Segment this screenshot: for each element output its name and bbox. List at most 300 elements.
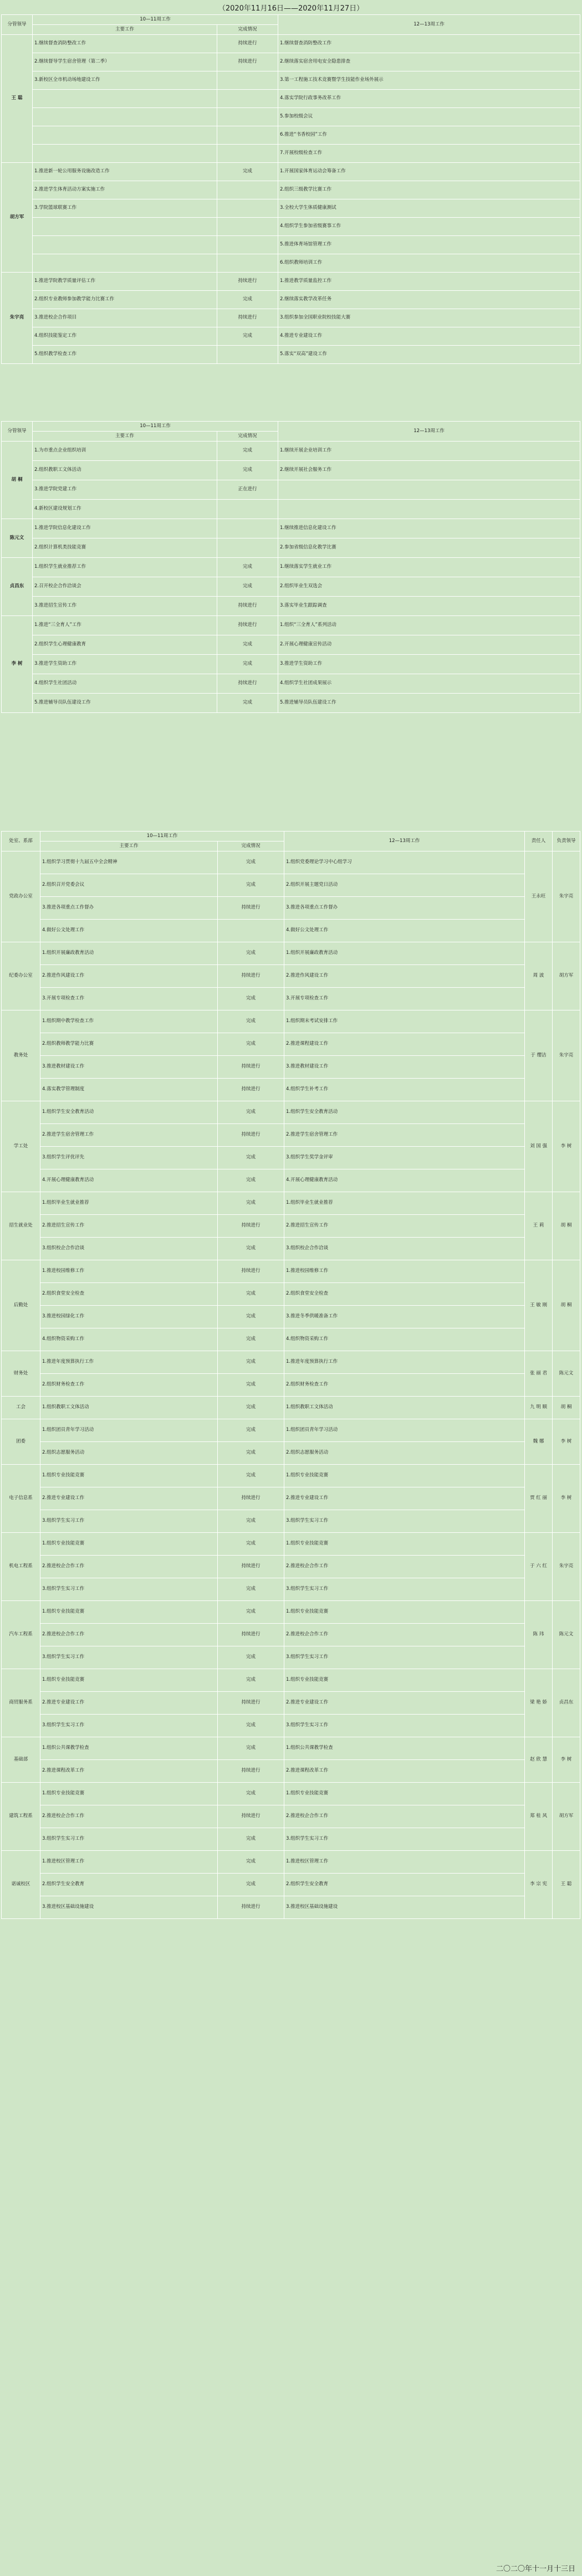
work-item-current: 5.组织教学检查工作	[33, 346, 217, 364]
work-item-current: 2.推进学生体育活动方案实施工作	[33, 181, 217, 199]
status-cell: 完成	[218, 1147, 284, 1169]
status-cell: 完成	[217, 442, 278, 461]
work-item-next: 4.落实学院行政事务改革工作	[278, 90, 580, 108]
status-cell: 持续进行	[218, 1692, 284, 1715]
status-cell: 完成	[218, 1033, 284, 1056]
responsible-leader: 贞昌东	[553, 1669, 580, 1737]
department-name: 商贸服务系	[2, 1669, 40, 1737]
work-item-current: 4.组织学生社团活动	[33, 674, 217, 694]
department-name: 财务处	[2, 1351, 40, 1397]
work-item-next: 1.组织公共课教学检查	[284, 1737, 525, 1760]
work-item-current: 2.组织召开党委会议	[40, 874, 218, 897]
department-name: 后勤处	[2, 1260, 40, 1351]
owner-name: 赵 欣 慧	[525, 1737, 553, 1783]
work-item-current: 2.组织教职工文体活动	[33, 461, 217, 480]
status-cell: 完成	[218, 1397, 284, 1419]
status-cell: 持续进行	[218, 1215, 284, 1238]
table-row	[2, 1805, 580, 1828]
work-item-current: 3.学院篮球联赛工作	[33, 199, 217, 218]
table-row	[2, 1851, 580, 1874]
status-cell: 完成	[217, 327, 278, 346]
col-header-leader: 分管领导	[2, 15, 33, 35]
work-item-next: 5.推进体育场馆管理工作	[278, 236, 580, 254]
work-item-current: 1.推进校园维修工作	[40, 1260, 218, 1283]
work-item-next: 2.参加省级信息化教学比赛	[278, 538, 580, 558]
status-cell: 完成	[218, 1578, 284, 1601]
work-item-current: 5.推进辅导员队伍建设工作	[33, 694, 217, 713]
status-cell	[217, 538, 278, 558]
work-item-next: 4.组织学生补考工作	[284, 1079, 525, 1101]
work-item-next: 1.组织“三全育人”系列活动	[278, 616, 580, 635]
owner-name: 王永旺	[525, 851, 553, 942]
table-row	[2, 1646, 580, 1669]
department-name: 基础部	[2, 1737, 40, 1783]
status-cell: 持续进行	[218, 897, 284, 920]
table-row	[2, 1260, 580, 1283]
work-item-next: 4.推进专业建设工作	[278, 327, 580, 346]
work-item-next: 3.组织学生实习工作	[284, 1828, 525, 1851]
department-name: 机电工程系	[2, 1533, 40, 1601]
report-date: 二〇二〇年十一月十三日	[496, 2565, 575, 2573]
work-item-current: 3.组织学生实习工作	[40, 1828, 218, 1851]
table-row	[2, 254, 580, 273]
table-row	[2, 1397, 580, 1419]
responsible-leader: 胡方军	[553, 1783, 580, 1851]
table-row	[2, 1601, 580, 1624]
owner-name: 郑 桂 风	[525, 1783, 553, 1851]
col-header-period2: 12—13周工作	[278, 15, 580, 35]
work-item-next: 2.继续落实教学改革任务	[278, 291, 580, 309]
status-cell: 持续进行	[218, 1896, 284, 1919]
work-item-next: 6.组织教师培训工作	[278, 254, 580, 273]
col-header-status: 完成情况	[217, 25, 278, 35]
work-item-next: 7.开展校级检查工作	[278, 145, 580, 163]
status-cell	[217, 218, 278, 236]
table-row	[2, 1192, 580, 1215]
work-item-current: 2.组织计算机类技能竞赛	[33, 538, 217, 558]
work-item-current: 1.组织学生安全教育活动	[40, 1101, 218, 1124]
work-item-next: 2.组织三级教学比赛工作	[278, 181, 580, 199]
work-item-next: 5.参加校级会议	[278, 108, 580, 126]
work-item-current	[33, 218, 217, 236]
work-item-next: 2.继续落实宿舍用电安全隐患排查	[278, 53, 580, 71]
work-item-next: 4.组织学生参加省级赛事工作	[278, 218, 580, 236]
department-name: 团委	[2, 1419, 40, 1465]
status-cell: 持续进行	[218, 1487, 284, 1510]
work-item-next: 1.组织党委理论学习中心组学习	[284, 851, 525, 874]
status-cell: 完成	[217, 655, 278, 674]
status-cell: 完成	[217, 291, 278, 309]
leader-name: 王 聪	[2, 35, 33, 163]
owner-name: 于 六 红	[525, 1533, 553, 1601]
work-item-current: 2.推进专业建设工作	[40, 1692, 218, 1715]
work-item-current: 2.组织财务检查工作	[40, 1374, 218, 1397]
col-header-period2: 12—13周工作	[278, 422, 580, 442]
work-item-next: 6.推进“书香校园”工作	[278, 126, 580, 145]
work-item-current: 1.组织毕业生就业推荐	[40, 1192, 218, 1215]
table-row	[2, 163, 580, 181]
work-item-next: 3.组织学生奖学金评审	[284, 1147, 525, 1169]
table-row	[2, 1374, 580, 1397]
status-cell: 完成	[218, 988, 284, 1010]
status-cell	[217, 90, 278, 108]
table-row	[2, 558, 580, 577]
table-row	[2, 1510, 580, 1533]
status-cell: 完成	[218, 1238, 284, 1260]
work-item-current	[33, 108, 217, 126]
responsible-leader: 朱宇亮	[553, 851, 580, 942]
work-item-current: 3.推进校园绿化工作	[40, 1306, 218, 1328]
work-item-next: 1.组织专业技能竞赛	[284, 1533, 525, 1556]
table-row	[2, 851, 580, 874]
work-item-current: 3.组织学生实习工作	[40, 1578, 218, 1601]
department-name: 电子信息系	[2, 1465, 40, 1533]
work-item-next: 1.组织专业技能竞赛	[284, 1601, 525, 1624]
table-row	[2, 1283, 580, 1306]
status-cell: 完成	[218, 1715, 284, 1737]
table-row	[2, 538, 580, 558]
leader-name: 李 树	[2, 616, 33, 713]
owner-name: 王 敏 刚	[525, 1260, 553, 1351]
work-item-current: 4.组织技能鉴定工作	[33, 327, 217, 346]
work-item-current: 1.组织教职工文体活动	[40, 1397, 218, 1419]
table-row	[2, 1419, 580, 1442]
department-name: 教务处	[2, 1010, 40, 1101]
work-item-next: 5.推进辅导员队伍建设工作	[278, 694, 580, 713]
table-row	[2, 1351, 580, 1374]
status-cell: 完成	[218, 1601, 284, 1624]
responsible-leader: 王 聪	[553, 1851, 580, 1919]
status-cell: 持续进行	[218, 1079, 284, 1101]
work-item-next: 1.组织开展廉政教育活动	[284, 942, 525, 965]
status-cell: 完成	[218, 1533, 284, 1556]
table-row	[2, 327, 580, 346]
work-item-current: 3.推进校区基础设施建设	[40, 1896, 218, 1919]
col-header-owner: 责任人	[525, 832, 553, 851]
table-row	[2, 1556, 580, 1578]
status-cell: 完成	[218, 1442, 284, 1465]
table-row	[2, 597, 580, 616]
work-item-current: 2.组织学生心理健康教育	[33, 635, 217, 655]
col-header-period1: 10—11周工作	[40, 832, 284, 841]
table-row	[2, 35, 580, 53]
table-row	[2, 1578, 580, 1601]
department-name: 纪委办公室	[2, 942, 40, 1010]
work-item-current	[33, 254, 217, 273]
status-cell: 完成	[217, 558, 278, 577]
col-header-main-work: 主要工作	[40, 841, 218, 851]
table-row	[2, 1238, 580, 1260]
department-name: 诺诚校区	[2, 1851, 40, 1919]
department-name: 建筑工程系	[2, 1783, 40, 1851]
work-item-next: 1.继续落实学生就业工作	[278, 558, 580, 577]
owner-name: 梁 艳 娇	[525, 1669, 553, 1737]
table-row	[2, 309, 580, 327]
work-item-current: 3.推进各项重点工作督办	[40, 897, 218, 920]
owner-name: 九 明 顺	[525, 1397, 553, 1419]
work-item-current: 3.新校区全市机动场地建设工作	[33, 71, 217, 90]
table-row	[2, 236, 580, 254]
work-item-current: 3.组织学生评优评先	[40, 1147, 218, 1169]
status-cell: 持续进行	[217, 35, 278, 53]
work-item-current	[33, 145, 217, 163]
table-row	[2, 1874, 580, 1896]
table-row	[2, 181, 580, 199]
col-header-main-work: 主要工作	[33, 25, 217, 35]
status-cell: 完成	[218, 851, 284, 874]
department-name: 汽车工程系	[2, 1601, 40, 1669]
table-row	[2, 126, 580, 145]
table-row	[2, 655, 580, 674]
work-item-next: 3.落实毕业生跟踪调查	[278, 597, 580, 616]
responsible-leader: 胡 桐	[553, 1192, 580, 1260]
status-cell: 持续进行	[218, 1260, 284, 1283]
status-cell: 完成	[218, 1737, 284, 1760]
table-row	[2, 90, 580, 108]
work-item-next: 2.组织开展主题党日活动	[284, 874, 525, 897]
table-row	[2, 108, 580, 126]
work-item-current: 1.为市重点企业组织培训	[33, 442, 217, 461]
status-cell	[217, 519, 278, 538]
work-item-current: 1.组织公共课教学检查	[40, 1737, 218, 1760]
work-item-current: 3.组织校企合作洽谈	[40, 1238, 218, 1260]
table-row	[2, 1056, 580, 1079]
leader-name: 朱宇亮	[2, 273, 33, 364]
status-cell: 完成	[218, 1783, 284, 1805]
table-row	[2, 1328, 580, 1351]
table-row	[2, 199, 580, 218]
work-item-current: 2.组织志愿服务活动	[40, 1442, 218, 1465]
status-cell	[217, 346, 278, 364]
work-item-current	[33, 90, 217, 108]
status-cell: 完成	[217, 635, 278, 655]
table-row	[2, 1669, 580, 1692]
work-item-next: 3.组织学生实习工作	[284, 1646, 525, 1669]
work-item-next: 1.组织专业技能竞赛	[284, 1465, 525, 1487]
status-cell: 持续进行	[218, 1624, 284, 1646]
status-cell: 持续进行	[217, 53, 278, 71]
work-item-current: 2.组织专业教师参加教学能力比赛工作	[33, 291, 217, 309]
col-header-status: 完成情况	[218, 841, 284, 851]
table-row	[2, 1101, 580, 1124]
status-cell: 完成	[217, 694, 278, 713]
status-cell: 完成	[217, 163, 278, 181]
status-cell: 完成	[218, 1646, 284, 1669]
work-item-next: 1.组织专业技能竞赛	[284, 1669, 525, 1692]
status-cell: 完成	[218, 1328, 284, 1351]
col-header-leader: 分管领导	[2, 422, 33, 442]
status-cell	[217, 126, 278, 145]
status-cell: 完成	[218, 1283, 284, 1306]
table-row	[2, 500, 580, 519]
work-item-current: 1.组织专业技能竞赛	[40, 1465, 218, 1487]
work-item-next: 4.组织学生社团成果展示	[278, 674, 580, 694]
work-item-next: 1.继续开展企业培训工作	[278, 442, 580, 461]
table-row	[2, 1737, 580, 1760]
status-cell	[217, 71, 278, 90]
work-item-next: 3.组织学生实习工作	[284, 1715, 525, 1737]
work-item-next: 3.开展专项检查工作	[284, 988, 525, 1010]
work-item-next: 2.组织学生安全教育	[284, 1874, 525, 1896]
status-cell: 完成	[218, 1010, 284, 1033]
work-item-current: 3.推进教材建设工作	[40, 1056, 218, 1079]
table-row	[2, 1124, 580, 1147]
table-row	[2, 897, 580, 920]
work-item-next	[278, 480, 580, 500]
work-item-next: 1.继续推进信息化建设工作	[278, 519, 580, 538]
col-header-period1: 10—11周工作	[33, 15, 278, 25]
status-cell: 完成	[218, 1465, 284, 1487]
work-item-current: 4.组织物资采购工作	[40, 1328, 218, 1351]
department-name: 学工处	[2, 1101, 40, 1192]
status-cell	[218, 920, 284, 942]
work-item-next: 3.组织校企合作洽谈	[284, 1238, 525, 1260]
work-item-next: 2.组织财务检查工作	[284, 1374, 525, 1397]
work-item-current: 2.组织学生安全教育	[40, 1874, 218, 1896]
work-item-current: 3.推进学生资助工作	[33, 655, 217, 674]
table-row	[2, 71, 580, 90]
responsible-leader: 胡方军	[553, 942, 580, 1010]
work-item-next: 2.推进课程改革工作	[284, 1760, 525, 1783]
work-item-next: 1.组织团员青年学习活动	[284, 1419, 525, 1442]
status-cell: 持续进行	[217, 273, 278, 291]
status-cell: 完成	[218, 1101, 284, 1124]
table-row	[2, 694, 580, 713]
table-row	[2, 635, 580, 655]
work-item-next: 2.推进学生宿舍管理工作	[284, 1124, 525, 1147]
work-item-current: 2.推进校企合作工作	[40, 1556, 218, 1578]
status-cell: 完成	[218, 1828, 284, 1851]
work-item-current	[33, 236, 217, 254]
work-item-current: 2.推进作风建设工作	[40, 965, 218, 988]
table-row	[2, 1783, 580, 1805]
table-row	[2, 577, 580, 597]
table-row	[2, 674, 580, 694]
work-item-next: 2.推进招生宣传工作	[284, 1215, 525, 1238]
status-cell: 持续进行	[218, 965, 284, 988]
work-item-next: 2.组织毕业生双选会	[278, 577, 580, 597]
work-item-current: 1.组织开展廉政教育活动	[40, 942, 218, 965]
col-header-office: 处室、系部	[2, 832, 40, 851]
work-item-next: 1.组织教职工文体活动	[284, 1397, 525, 1419]
responsible-leader: 李 树	[553, 1737, 580, 1783]
table-row	[2, 1692, 580, 1715]
table-row	[2, 218, 580, 236]
work-item-current: 1.推进学院教学质量评估工作	[33, 273, 217, 291]
work-item-current: 4.新校区建设规划工作	[33, 500, 217, 519]
status-cell	[217, 181, 278, 199]
table-row	[2, 616, 580, 635]
col-header-main-work: 主要工作	[33, 432, 217, 442]
table-row	[2, 942, 580, 965]
table-row	[2, 874, 580, 897]
work-item-next: 1.组织期末考试安排工作	[284, 1010, 525, 1033]
work-item-next: 3.推进各项重点工作督办	[284, 897, 525, 920]
work-item-current: 4.做好公文处理工作	[40, 920, 218, 942]
status-cell: 持续进行	[217, 309, 278, 327]
responsible-leader: 朱宇亮	[553, 1533, 580, 1601]
work-item-current: 3.推进招生宣传工作	[33, 597, 217, 616]
work-item-current: 1.组织学生就业推荐工作	[33, 558, 217, 577]
work-item-current: 1.推进学院信息化建设工作	[33, 519, 217, 538]
table-row	[2, 1033, 580, 1056]
work-item-current: 4.落实教学管理制度	[40, 1079, 218, 1101]
department-name: 招生就业处	[2, 1192, 40, 1260]
status-cell: 持续进行	[218, 1124, 284, 1147]
table-row	[2, 1306, 580, 1328]
department-work-table	[1, 831, 580, 1919]
work-item-next: 2.推进专业建设工作	[284, 1487, 525, 1510]
responsible-leader: 朱宇亮	[553, 1010, 580, 1101]
status-cell: 持续进行	[217, 616, 278, 635]
work-item-current: 1.组织专业技能竞赛	[40, 1783, 218, 1805]
table-row	[2, 461, 580, 480]
responsible-leader: 陈元文	[553, 1601, 580, 1669]
work-item-next: 2.组织志愿服务活动	[284, 1442, 525, 1465]
status-cell: 完成	[218, 1669, 284, 1692]
work-item-current: 1.组织专业技能竞赛	[40, 1601, 218, 1624]
status-cell: 持续进行	[218, 1760, 284, 1783]
table-row	[2, 965, 580, 988]
work-item-next: 3.第一工程施工技术竞赛暨学生技能作业场外展示	[278, 71, 580, 90]
work-item-current: 2.推进校企合作工作	[40, 1805, 218, 1828]
work-item-next: 1.推进年度预算执行工作	[284, 1351, 525, 1374]
status-cell: 正在进行	[217, 480, 278, 500]
table-row	[2, 1169, 580, 1192]
work-item-current: 1.推进年度预算执行工作	[40, 1351, 218, 1374]
leader-name: 胡方军	[2, 163, 33, 273]
table-row	[2, 442, 580, 461]
work-item-next: 5.落实“双高”建设工作	[278, 346, 580, 364]
table-row	[2, 291, 580, 309]
status-cell: 完成	[218, 1851, 284, 1874]
status-cell: 完成	[218, 1510, 284, 1533]
table-row	[2, 1828, 580, 1851]
work-item-next: 1.推进校园维修工作	[284, 1260, 525, 1283]
status-cell: 完成	[217, 461, 278, 480]
work-item-next: 4.开展心理健康教育活动	[284, 1169, 525, 1192]
work-item-next: 1.开展国家体育运动会筹备工作	[278, 163, 580, 181]
leader-name: 胡 桐	[2, 442, 33, 519]
work-item-next	[278, 500, 580, 519]
work-item-current: 1.推进校区管理工作	[40, 1851, 218, 1874]
work-item-next: 1.组织毕业生就业推荐	[284, 1192, 525, 1215]
col-header-leader: 负责领导	[553, 832, 580, 851]
work-item-current: 2.组织食堂安全检查	[40, 1283, 218, 1306]
status-cell: 完成	[218, 1192, 284, 1215]
table-row	[2, 519, 580, 538]
status-cell	[217, 236, 278, 254]
table-row	[2, 346, 580, 364]
work-item-next: 3.推进教材建设工作	[284, 1056, 525, 1079]
status-cell	[217, 199, 278, 218]
status-cell: 持续进行	[218, 1556, 284, 1578]
work-item-current: 2.推进课程改革工作	[40, 1760, 218, 1783]
col-header-status: 完成情况	[217, 432, 278, 442]
department-name: 党政办公室	[2, 851, 40, 942]
owner-name: 李 宗 宪	[525, 1851, 553, 1919]
work-item-next: 2.推进专业建设工作	[284, 1692, 525, 1715]
work-item-next: 4.组织物资采购工作	[284, 1328, 525, 1351]
work-item-next: 2.推进校企合作工作	[284, 1624, 525, 1646]
table-row	[2, 1215, 580, 1238]
work-item-next: 3.组织参加全国职业院校技能大赛	[278, 309, 580, 327]
work-item-next: 2.继续开展社会服务工作	[278, 461, 580, 480]
work-item-next: 1.组织专业技能竞赛	[284, 1783, 525, 1805]
leader-name: 贞昌东	[2, 558, 33, 616]
work-item-next: 1.推进教学质量监控工作	[278, 273, 580, 291]
work-item-current: 1.组织专业技能竞赛	[40, 1533, 218, 1556]
